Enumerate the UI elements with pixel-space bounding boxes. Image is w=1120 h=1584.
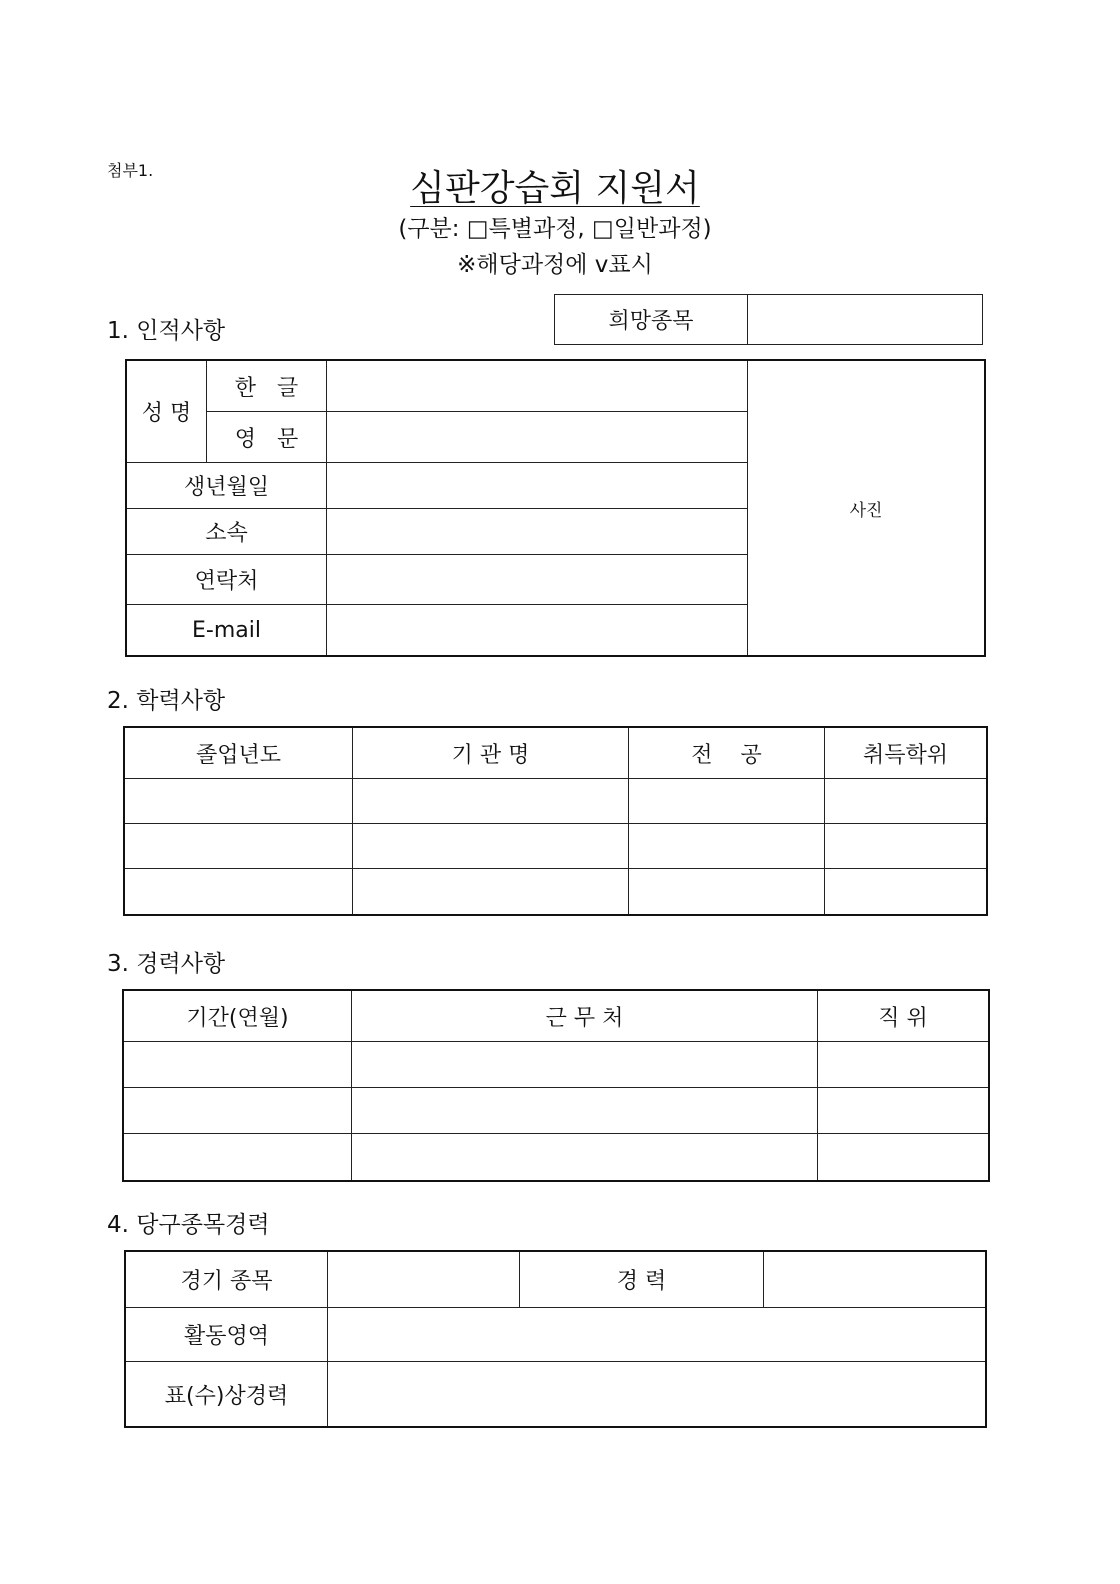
personal-info-table [126,360,985,656]
section1-heading: 1. 인적사항 [107,318,226,344]
table-row [125,824,987,869]
career-header-workplace: 근 무 처 [352,991,818,1042]
section2-heading: 2. 학력사항 [107,688,226,714]
career-cell[interactable] [352,1042,818,1088]
english-name-field[interactable] [327,412,748,463]
edu-cell[interactable] [825,869,987,915]
event-field[interactable] [328,1252,520,1308]
table-row [125,869,987,915]
edu-cell[interactable] [353,824,629,869]
edu-cell[interactable] [125,824,353,869]
email-label: E-mail [127,605,327,656]
billiards-career-table [125,1251,986,1427]
form-title: 심판강습회 지원서 [410,168,700,209]
career-header-position: 직 위 [818,991,989,1042]
education-table [124,727,987,915]
edu-cell[interactable] [353,779,629,824]
edu-cell[interactable] [825,824,987,869]
section4-heading: 4. 당구종목경력 [107,1212,270,1238]
edu-cell[interactable] [629,779,825,824]
edu-header-major: 전 공 [629,728,825,779]
activity-label: 활동영역 [126,1308,328,1362]
table-row [124,1042,989,1088]
edu-cell[interactable] [125,779,353,824]
desired-event-field[interactable] [748,295,983,345]
contact-label: 연락처 [127,555,327,605]
name-label: 성 명 [127,361,207,463]
career-cell[interactable] [818,1134,989,1181]
course-type: (구분: □특별과정, □일반과정) [398,216,712,242]
korean-name-field[interactable] [327,361,748,412]
korean-name-label: 한 글 [207,361,327,412]
awards-field[interactable] [328,1362,986,1427]
email-field[interactable] [327,605,748,656]
career-cell[interactable] [352,1134,818,1181]
table-row [124,1088,989,1134]
edu-cell[interactable] [629,824,825,869]
affiliation-label: 소속 [127,509,327,555]
course-note: ※해당과정에 v표시 [457,252,653,278]
career-cell[interactable] [818,1042,989,1088]
career-cell[interactable] [124,1134,352,1181]
career-header-period: 기간(연월) [124,991,352,1042]
contact-field[interactable] [327,555,748,605]
section3-heading: 3. 경력사항 [107,951,226,977]
career-table [123,990,989,1181]
career-cell[interactable] [124,1042,352,1088]
career-cell[interactable] [818,1088,989,1134]
edu-header-year: 졸업년도 [125,728,353,779]
activity-field[interactable] [328,1308,986,1362]
desired-event-table [554,294,983,345]
event-label: 경기 종목 [126,1252,328,1308]
birthdate-label: 생년월일 [127,463,327,509]
edu-cell[interactable] [353,869,629,915]
career-years-field[interactable] [764,1252,986,1308]
edu-header-degree: 취득학위 [825,728,987,779]
edu-cell[interactable] [629,869,825,915]
attachment-label: 첨부1. [107,161,154,180]
edu-cell[interactable] [125,869,353,915]
edu-cell[interactable] [825,779,987,824]
table-row [125,779,987,824]
desired-event-label: 희망종목 [555,295,748,345]
awards-label: 표(수)상경력 [126,1362,328,1427]
table-row [124,1134,989,1181]
photo-box[interactable]: 사진 [748,361,985,656]
career-cell[interactable] [124,1088,352,1134]
edu-header-institution: 기 관 명 [353,728,629,779]
affiliation-field[interactable] [327,509,748,555]
career-cell[interactable] [352,1088,818,1134]
english-name-label: 영 문 [207,412,327,463]
career-years-label: 경 력 [520,1252,764,1308]
birthdate-field[interactable] [327,463,748,509]
